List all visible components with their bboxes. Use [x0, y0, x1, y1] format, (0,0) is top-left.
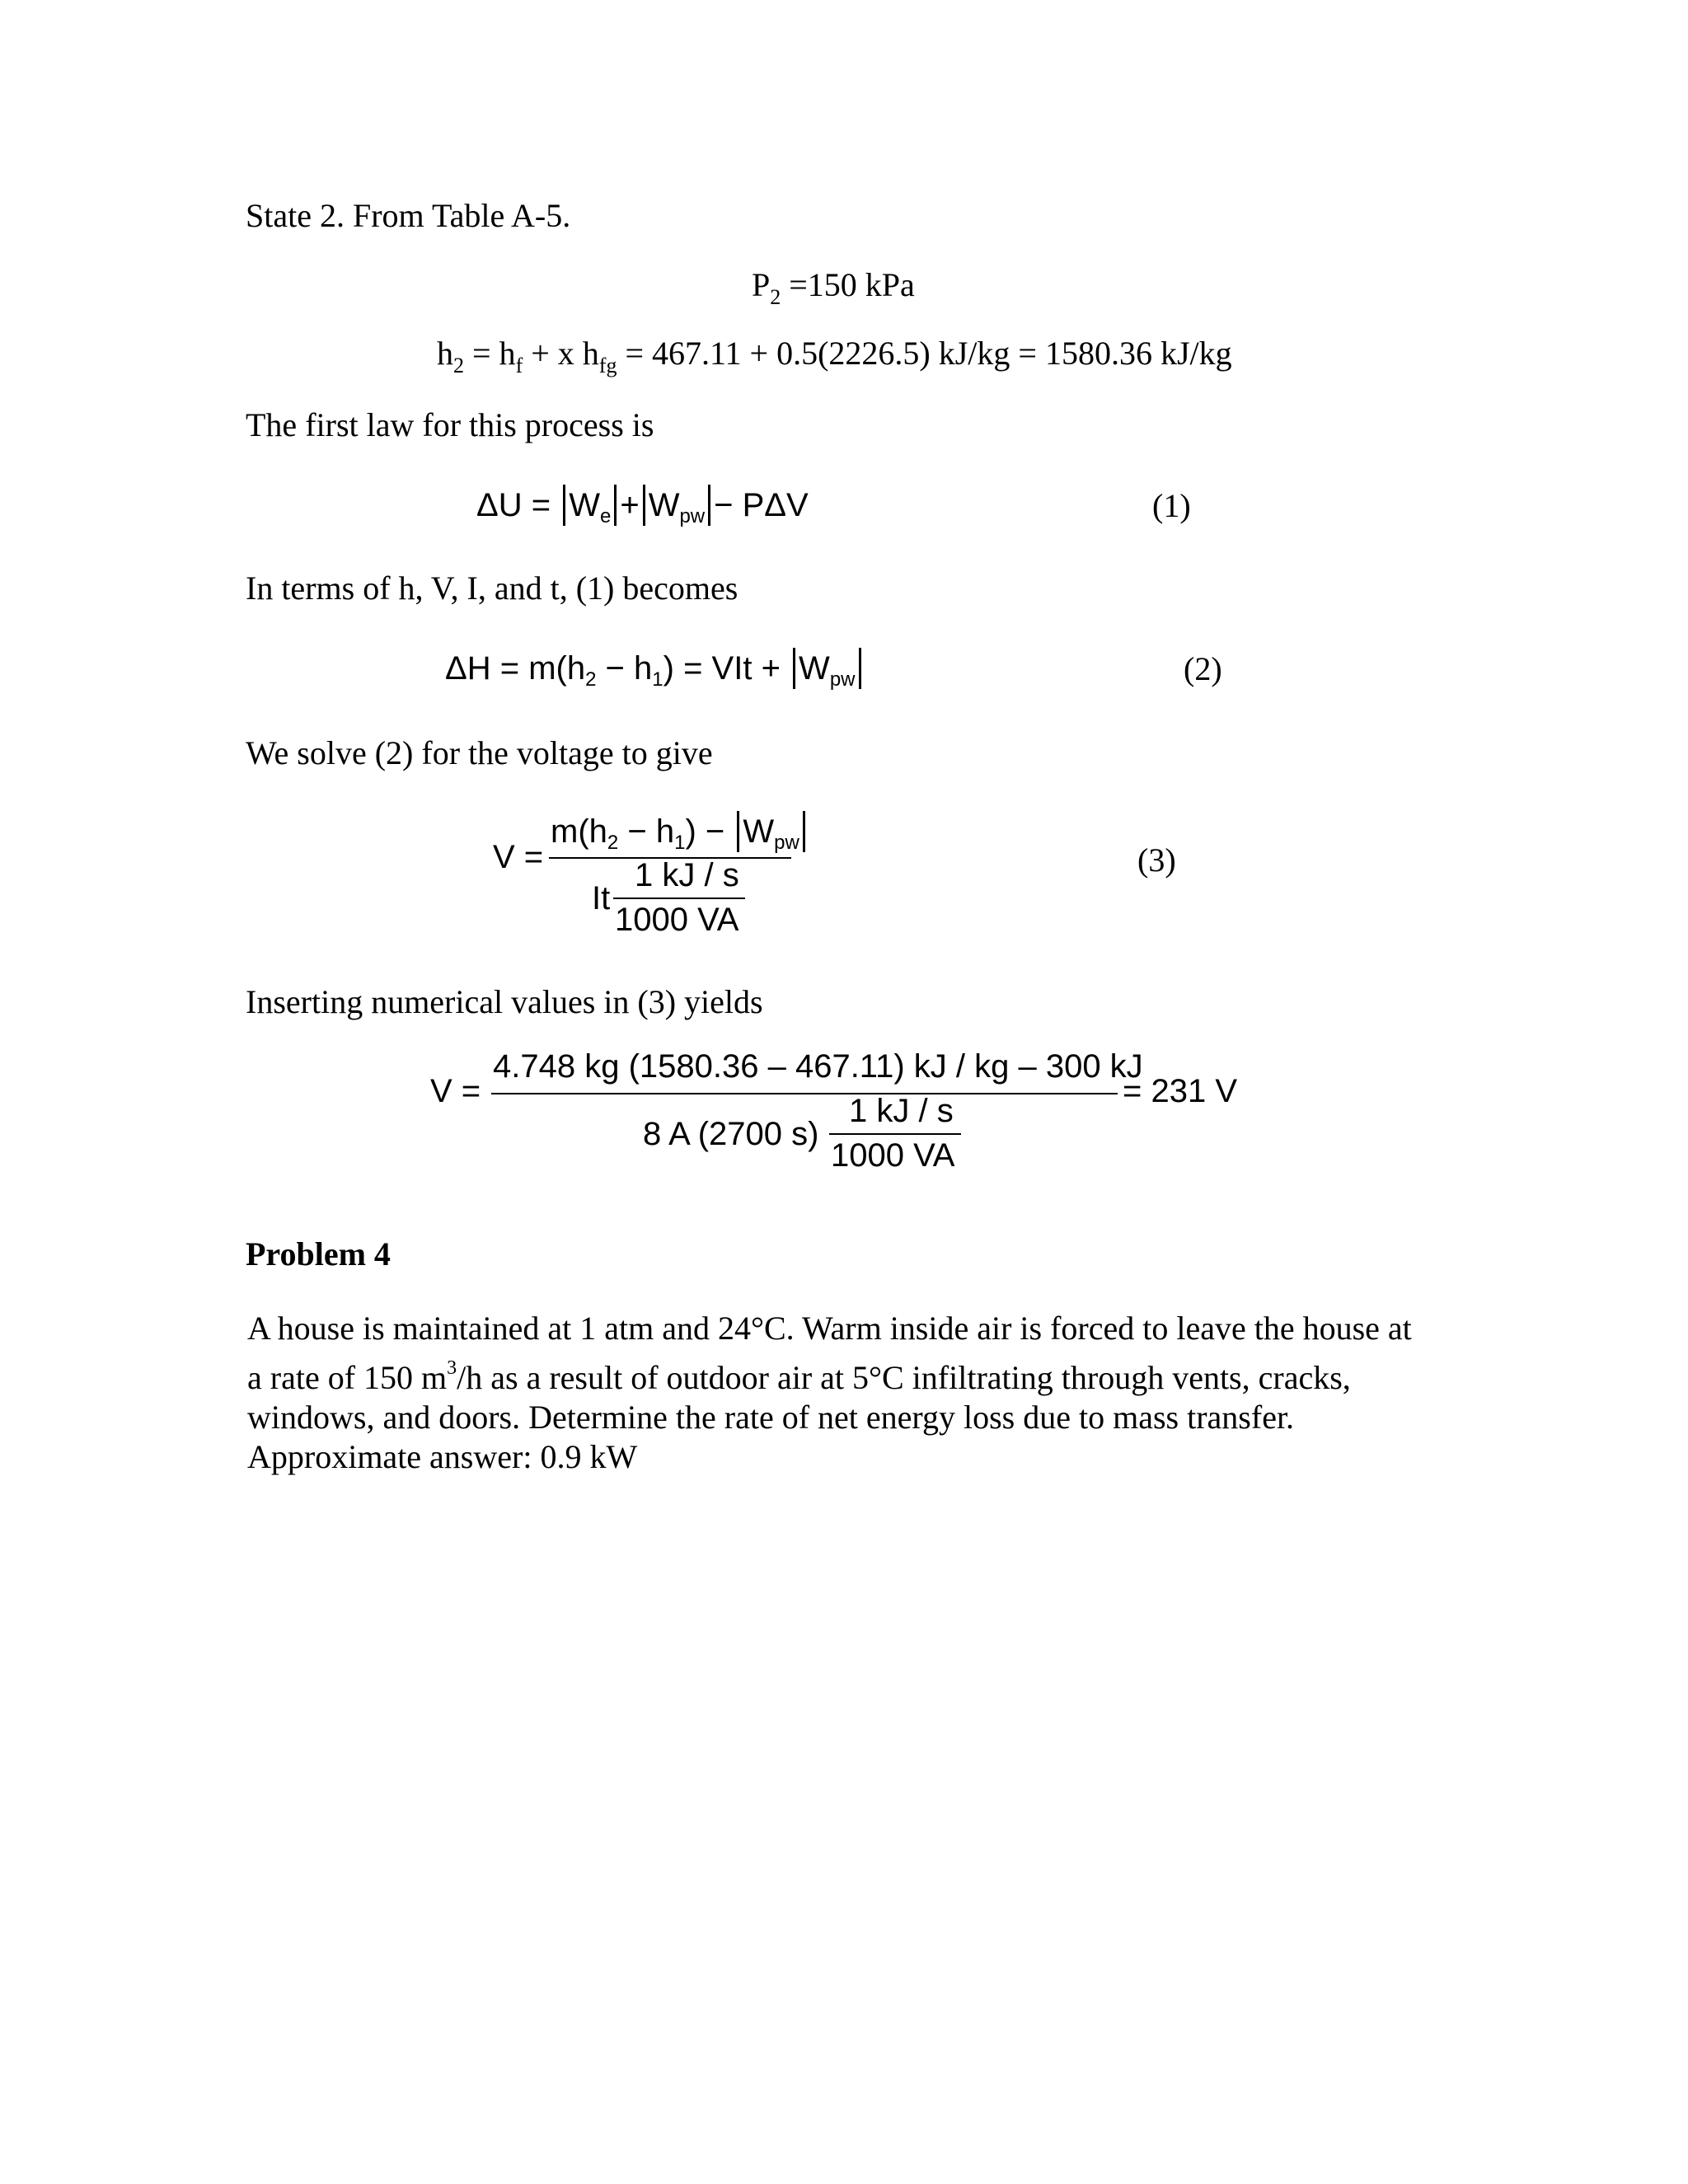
- problem-text: A house is maintained at 1 atm and 24°C. Warm inside air is forced to leave the house at a rate of 150 $m^3/h$ as a result of outdoor air at 5°C infiltrating through vents, cracks, windows, and doors. Determine the rate of net energy loss due to mass transfer. Approximate answer: 0.9 kW: [247, 1310, 1412, 1475]
- first-law-text: The first law for this process is: [246, 406, 654, 443]
- equation-3-den-den: 1000 VA: [615, 902, 739, 938]
- abs-bar: [563, 485, 565, 526]
- equation-1-number: (1): [1152, 487, 1191, 524]
- equation-4-den-a: 8 A (2700 s): [643, 1116, 819, 1152]
- equation-4-inner-bar: [829, 1133, 961, 1135]
- equation-4-result: = 231 V: [1123, 1073, 1238, 1109]
- abs-bar: [859, 648, 861, 689]
- p2-equation: $P_2 =150$ kPa: [752, 266, 915, 309]
- abs-bar: [708, 485, 710, 526]
- insert-text: Inserting numerical values in (3) yields: [246, 983, 763, 1020]
- equation-4-den-den: 1000 VA: [831, 1137, 955, 1174]
- state2-heading: State 2. From Table A-5.: [246, 197, 571, 234]
- h2-equation: $h_2 = h_f + x$ $h_{fg} = 467.11 + 0.5(2226.5) kJ/kg = 1580.36$ kJ/kg: [437, 335, 1232, 377]
- solve-text: We solve (2) for the voltage to give: [246, 734, 713, 771]
- equation-3-inner-bar: [613, 898, 745, 899]
- equation-2: $\Delta H = m(h_2 - h_1)$ = VIt + $W_{pw}$: [445, 648, 865, 691]
- equation-3-lhs: V =: [493, 839, 544, 875]
- equation-3-den-it: It: [592, 880, 611, 916]
- equation-4-lhs: V =: [430, 1073, 481, 1109]
- equation-3-number: (3): [1137, 841, 1176, 879]
- equation-3-numerator: $m(h_2 - h_1) - W_{pw}$: [551, 811, 809, 855]
- equation-4-den-num: 1 kJ / s: [849, 1093, 954, 1129]
- terms-text: In terms of h, V, I, and t, (1) becomes: [246, 569, 738, 607]
- equation-3-den-num: 1 kJ / s: [635, 857, 739, 893]
- equation-4-fraction-bar: [491, 1093, 1118, 1094]
- abs-bar: [737, 811, 739, 852]
- equation-2-number: (2): [1184, 650, 1222, 687]
- problem-title: Problem 4: [246, 1235, 391, 1272]
- equation-4-numerator: 4.748 kg (1580.36 – 467.11) kJ / kg – 300 kJ: [493, 1048, 1143, 1085]
- abs-bar: [643, 485, 645, 526]
- equation-1: $\Delta U = W_e + W_{pw} - P\Delta V$: [476, 485, 809, 528]
- abs-bar: [793, 648, 795, 689]
- abs-bar: [614, 485, 617, 526]
- abs-bar: [803, 811, 805, 852]
